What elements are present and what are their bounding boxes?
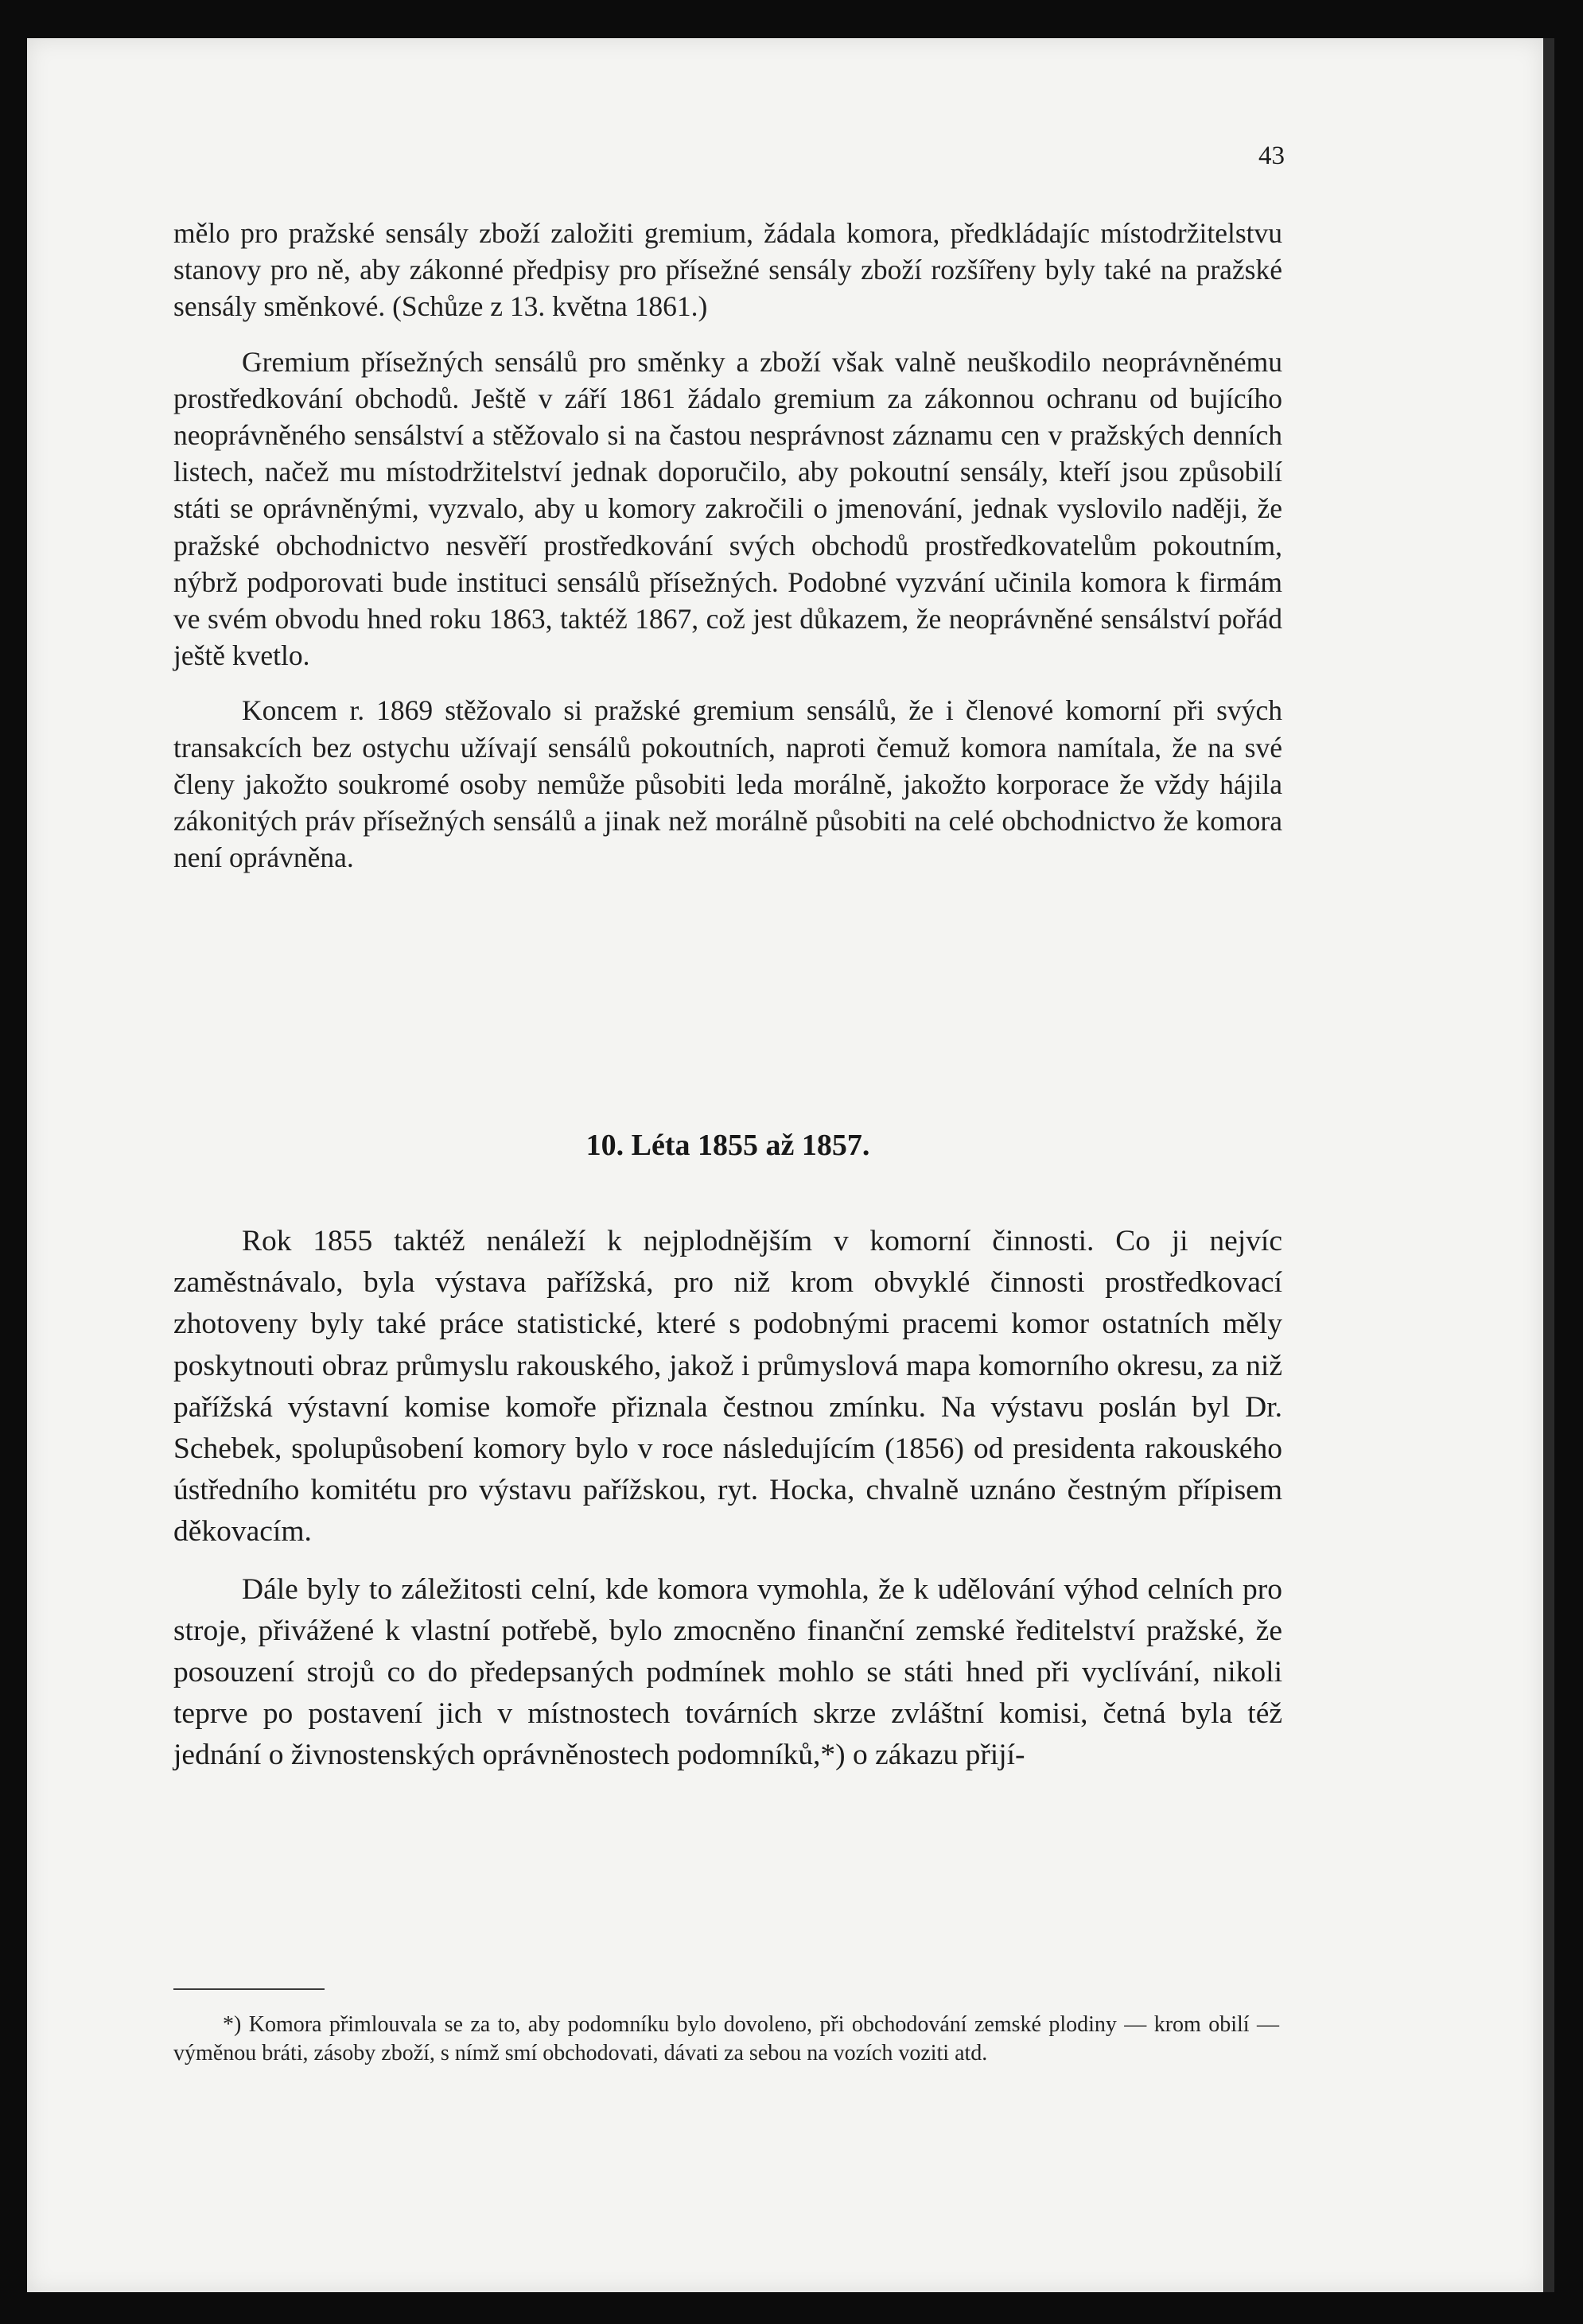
paragraph: Gremium přísežných sensálů pro směnky a zboží však valně neuškodilo neoprávněnému prostředkování obchodů. Ještě v září 1861 žádalo gremium za zákonnou ochranu od bujícího neoprávněného sensálství a stěžovalo si na častou nesprávnost záznamu cen v pražských denních listech, načež mu místodržitelství jednak doporučilo, aby pokoutní sensály, kteří jsou způsobilí státi se oprávněnými, vyzvalo, aby u komory zakročili o jmenování, jednak vyslovilo naději, že pražské obchodnictvo nesvěří prostředkování svých obchodů prostředkovatelům pokoutním, nýbrž podporovati bude instituci sensálů přísežných. Podobné vyzvání učinila komora k firmám ve svém obvodu hned roku 1863, taktéž 1867, což jest důkazem, že neoprávněné sensálství pořád ještě kvetlo. [173,345,1282,672]
paragraph: Koncem r. 1869 stěžovalo si pražské gremium sensálů, že i členové komorní při svých transakcích bez ostychu užívají sensálů pokoutních, naproti čemuž komora namítala, že na své členy jakožto soukromé osoby nemůže působiti leda morálně, jakožto korporace že vždy hájila zákonitých práv přísežných sensálů a jinak než morálně působiti na celé obchodnictvo že komora není oprávněna. [173,694,1282,874]
footnote-divider [173,1988,325,1990]
section-heading: 10. Léta 1855 až 1857. [585,1129,870,1162]
paragraph-continued: mělo pro pražské sensály zboží založiti gremium, žádala komora, předkládajíc místodržitelstvu stanovy pro ně, aby zákonné předpisy pro přísežné sensály zboží rozšířeny byly také na pražské sensály směnkové. (Schůze z 13. května 1861.) [173,217,1282,323]
paragraph: Dále byly to záležitosti celní, kde komora vymohla, že k udělování výhod celních pro stroje, přivážené k vlastní potřebě, bylo zmocněno finanční zemské ředitelství pražské, že posouzení strojů co do předepsaných podmínek mohlo se státi hned při vyclívání, nikoli teprve po postavení jich v místnostech továrních skrze zvláštní komisi, četná byla též jednání o živnostenských oprávněnostech podomníků,*) o zákazu přijí- [173,1572,1282,1772]
page-edge [1543,38,1554,2292]
footnote-text: *) Komora přimlouvala se za to, aby podomníku bylo dovoleno, při obchodování zemské plodiny — krom obilí — výměnou bráti, zásoby zboží, s nímž smí obchodovati, dávati za sebou na vozích voziti atd. [173,2012,1279,2066]
paragraph: Rok 1855 taktéž nenáleží k nejplodnějším v komorní činnosti. Co ji nejvíc zaměstnávalo, byla výstava pařížská, pro niž krom obvyklé činnosti prostředkovací zhotoveny byly také práce statistické, které s podobnými pracemi komor ostatních měly poskytnouti obraz průmyslu rakouského, jakož i průmyslová mapa komorního okresu, za niž pařížská výstavní komise komoře přiznala čestnou zmínku. Na výstavu poslán byl Dr. Schebek, spolupůsobení komory bylo v roce následujícím (1856) od presidenta rakouského ústředního komitétu pro výstavu pařížskou, ryt. Hocka, chvalně uznáno čestným přípisem děkovacím. [173,1225,1282,1549]
footnote [173,2011,1279,2068]
page-number: 43 [1258,142,1285,170]
body-text [173,215,1282,876]
section-text [173,1221,1282,1777]
